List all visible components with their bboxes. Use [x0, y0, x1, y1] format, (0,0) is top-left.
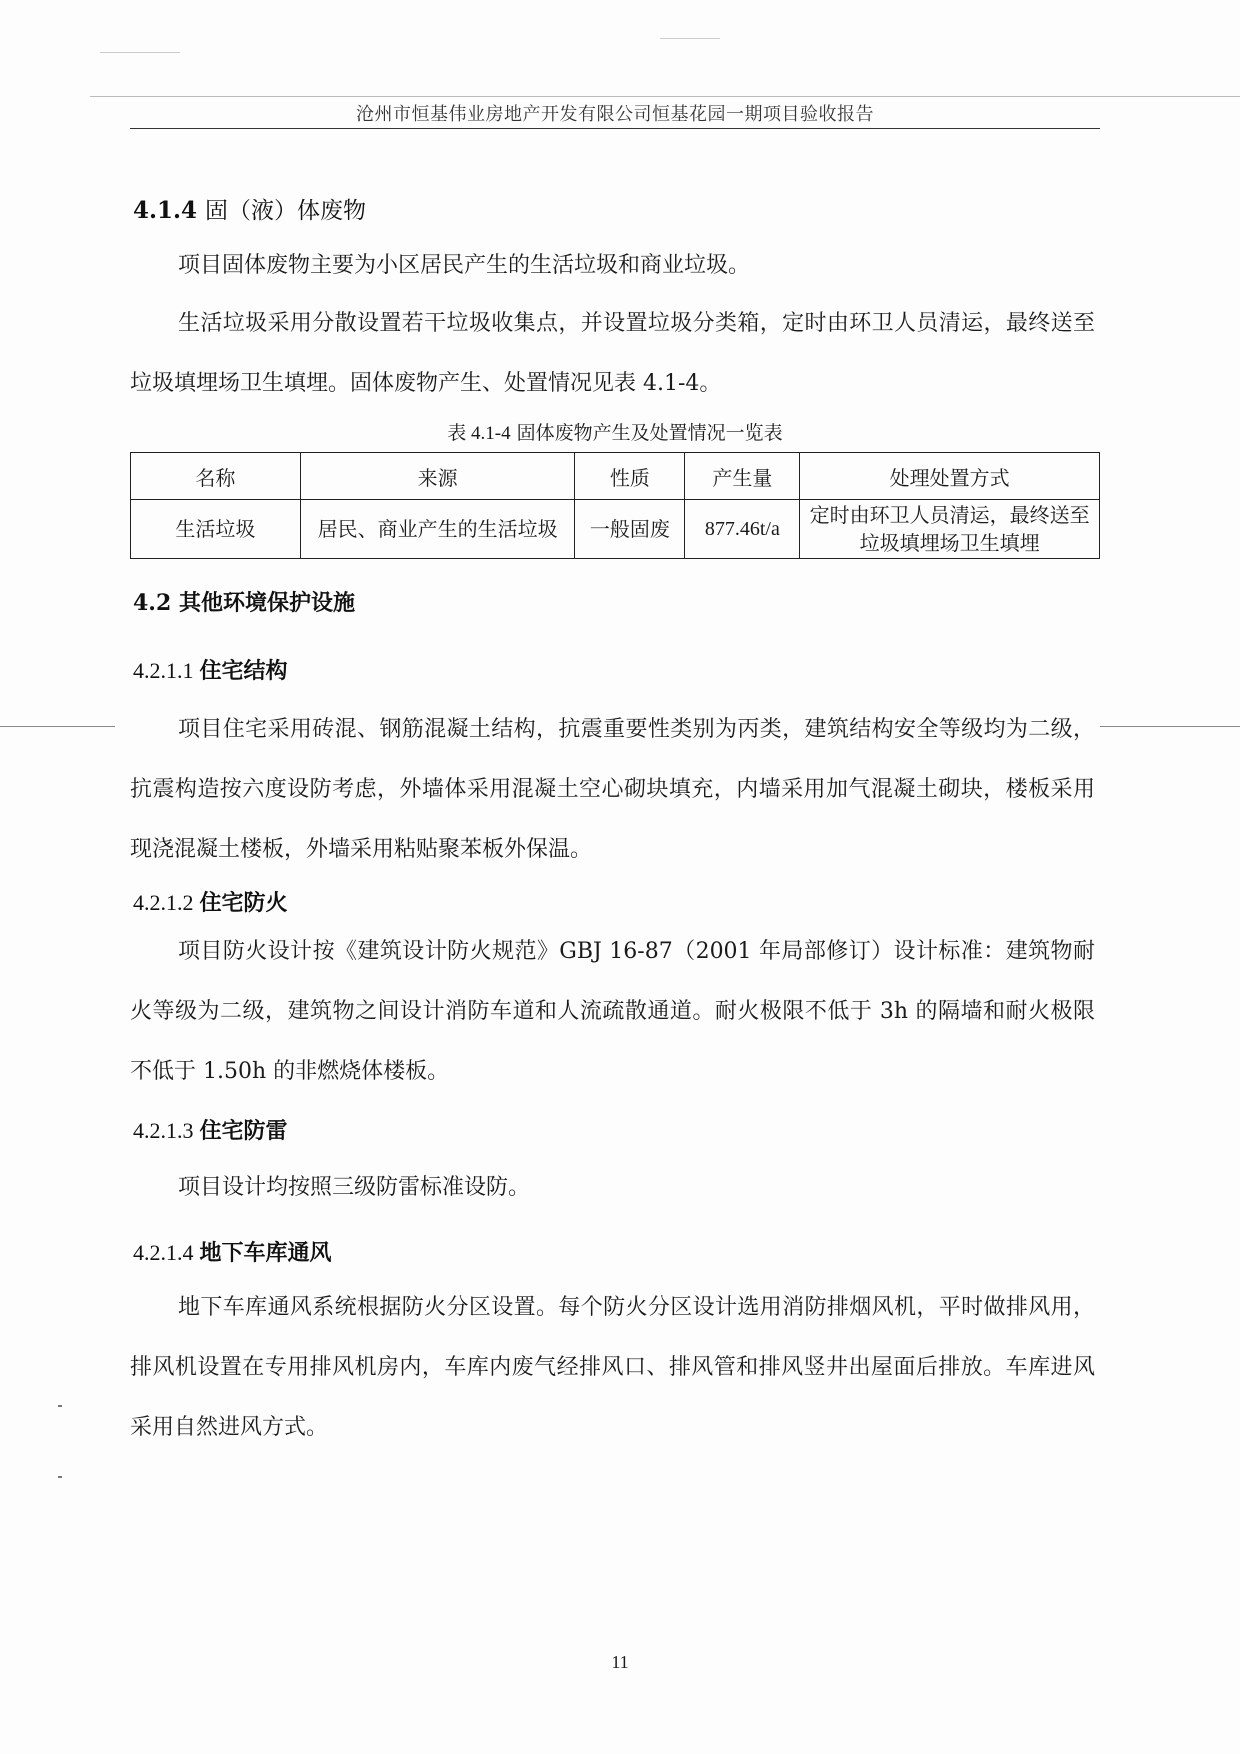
table-cell: 居民、商业产生的生活垃圾	[300, 500, 575, 559]
section-title: 住宅防雷	[199, 1119, 288, 1144]
page-number: 11	[611, 1652, 629, 1672]
paragraph: 地下车库通风系统根据防火分区设置。每个防火分区设计选用消防排烟风机，平时做排风用，排风机设置在专用排风机房内，车库内废气经排风口、排风管和排风竖井出屋面后排放。车库进风采用自然进风方式。	[130, 1295, 1095, 1440]
section-title: 住宅防火	[199, 891, 288, 916]
section-heading-4-2-1-3	[133, 1114, 288, 1145]
paragraph: 项目设计均按照三级防雷标准设防。	[178, 1175, 531, 1200]
section-title: 固（液）体废物	[205, 198, 367, 224]
table-cell: 定时由环卫人员清运，最终送至垃圾填埋场卫生填埋	[800, 500, 1100, 559]
waste-table	[130, 452, 1100, 559]
column-header: 名称	[131, 453, 301, 500]
section-heading-4-2-1-1	[133, 654, 288, 685]
paragraph: 生活垃圾采用分散设置若干垃圾收集点，并设置垃圾分类箱，定时由环卫人员清运，最终送至垃圾填埋场卫生填埋。固体废物产生、处置情况见表 4.1-4。	[130, 311, 1095, 396]
scan-artifact	[90, 96, 1240, 97]
column-header: 处理处置方式	[800, 453, 1100, 500]
column-header: 来源	[300, 453, 575, 500]
section-title: 其他环境保护设施	[178, 591, 355, 616]
table-title: 固体废物产生及处置情况一览表	[516, 422, 783, 444]
section-heading-4-2	[133, 586, 355, 617]
section-heading-4-1-4	[133, 192, 366, 225]
scan-artifact	[0, 726, 115, 727]
paragraph: 项目住宅采用砖混、钢筋混凝土结构，抗震重要性类别为丙类，建筑结构安全等级均为二级，抗震构造按六度设防考虑，外墙体采用混凝土空心砌块填充，内墙采用加气混凝土砌块，楼板采用现浇混凝土楼板，外墙采用粘贴聚苯板外保温。	[130, 717, 1095, 862]
section-title: 住宅结构	[199, 659, 288, 684]
scan-artifact	[58, 1405, 62, 1407]
table-header-row	[131, 453, 1100, 500]
section-number: 4.1.4	[133, 197, 198, 224]
scan-artifact	[660, 38, 720, 39]
running-header: 沧州市恒基伟业房地产开发有限公司恒基花园一期项目验收报告	[356, 104, 874, 125]
paragraph: 项目固体废物主要为小区居民产生的生活垃圾和商业垃圾。	[178, 253, 751, 278]
scan-artifact	[1100, 726, 1240, 727]
section-number: 4.2.1.3	[133, 1118, 194, 1143]
table-caption	[130, 418, 1100, 445]
table-number: 表 4.1-4	[447, 423, 511, 444]
section-number: 4.2.1.2	[133, 890, 194, 915]
table-cell: 877.46t/a	[685, 500, 800, 559]
section-number: 4.2.1.4	[133, 1240, 194, 1265]
scan-artifact	[100, 52, 180, 53]
section-title: 地下车库通风	[199, 1241, 332, 1266]
table-cell: 一般固废	[575, 500, 685, 559]
section-heading-4-2-1-2	[133, 886, 288, 917]
table-cell: 生活垃圾	[131, 500, 301, 559]
section-heading-4-2-1-4	[133, 1236, 332, 1267]
header-rule	[130, 128, 1100, 129]
section-number: 4.2	[133, 590, 172, 616]
table-row	[131, 500, 1100, 559]
scan-artifact	[58, 1476, 62, 1478]
section-number: 4.2.1.1	[133, 658, 194, 683]
paragraph: 项目防火设计按《建筑设计防火规范》GBJ 16-87（2001 年局部修订）设计标准：建筑物耐火等级为二级，建筑物之间设计消防车道和人流疏散通道。耐火极限不低于 3h 的隔墙和耐火极限不低于 1.50h 的非燃烧体楼板。	[130, 939, 1095, 1084]
column-header: 产生量	[685, 453, 800, 500]
column-header: 性质	[575, 453, 685, 500]
